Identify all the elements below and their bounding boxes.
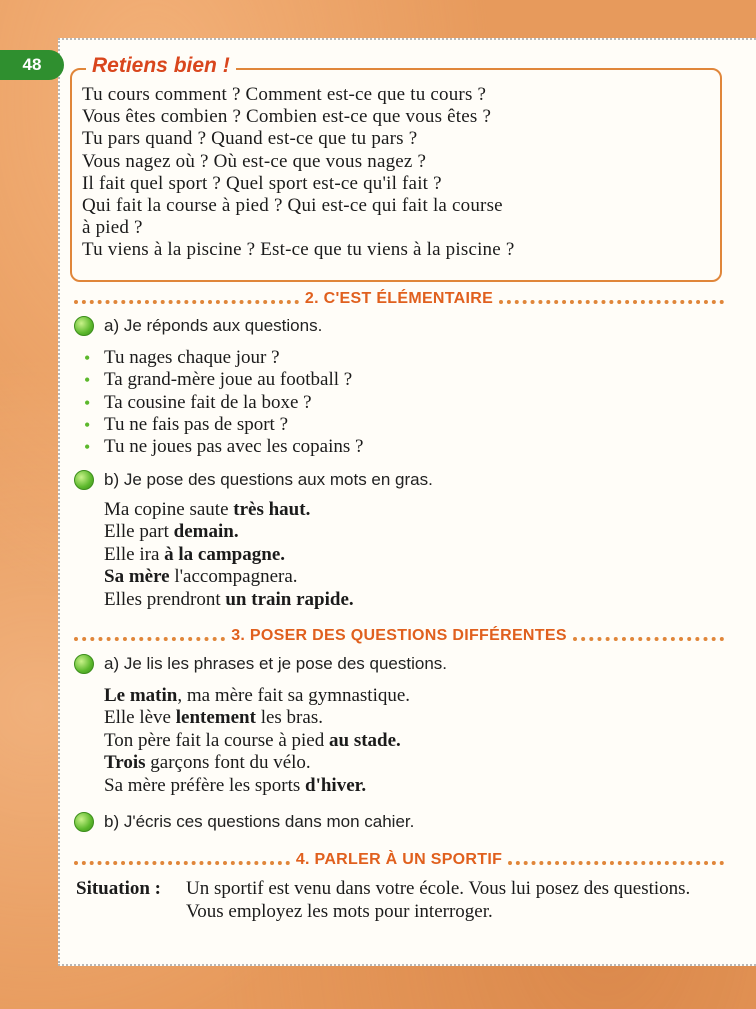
sentence: Elle lève lentement les bras. (104, 707, 323, 729)
section-3b-instruction (74, 812, 414, 832)
retiens-line: Vous êtes combien ? Combien est-ce que vous êtes ? (82, 106, 492, 128)
bold-word: lentement (175, 707, 256, 729)
sentence: Elle part demain. (104, 521, 239, 543)
bold-word: au stade. (329, 729, 401, 751)
bold-word: Sa mère (104, 566, 170, 588)
list-item-text: Ta cousine fait de la boxe ? (104, 391, 312, 413)
retiens-title: Retiens bien ! (86, 54, 236, 78)
retiens-line: Vous nagez où ? Où est-ce que vous nagez ? (82, 150, 427, 172)
green-ball-icon (74, 812, 94, 832)
section-2-title: 2. C'EST ÉLÉMENTAIRE (304, 290, 494, 307)
bold-word: un train rapide. (225, 588, 354, 610)
instruction-text: b) J'écris ces questions dans mon cahier. (104, 812, 415, 831)
retiens-line: Qui fait la course à pied ? Qui est-ce qui fait la course (82, 195, 503, 217)
bold-word: Trois (104, 752, 146, 774)
sentence: Ma copine saute très haut. (104, 499, 311, 520)
retiens-line: Il fait quel sport ? Quel sport est-ce qu'il fait ? (82, 172, 442, 194)
sentence: Elle ira à la campagne. (104, 543, 285, 565)
dotted-divider (74, 637, 225, 641)
sentence: Elles prendront un train rapide. (104, 588, 354, 610)
dotted-divider (573, 637, 724, 641)
retiens-line: Tu pars quand ? Quand est-ce que tu pars ? (82, 128, 418, 150)
bullet-icon: • (84, 414, 91, 435)
list-item-text: Ta grand-mère joue au football ? (104, 369, 353, 391)
list-item (84, 392, 363, 414)
instruction-text: b) Je pose des questions aux mots en gras. (104, 470, 433, 489)
situation (76, 878, 716, 923)
retiens-line: Tu cours comment ? Comment est-ce que tu cours ? (82, 84, 487, 105)
green-ball-icon (74, 316, 94, 336)
bold-word: demain. (173, 521, 239, 543)
situation-text: Un sportif est venu dans votre école. Vous lui posez des questions. Vous employez les mots pour interroger. (186, 878, 691, 922)
section-2-header (74, 287, 724, 311)
sentence: Ton père fait la course à pied au stade. (104, 729, 401, 751)
bullet-icon: • (84, 370, 91, 391)
section-2b-sentences (104, 499, 354, 611)
green-ball-icon (74, 470, 94, 490)
bullet-icon: • (84, 348, 91, 368)
list-item (84, 369, 363, 391)
sentence: Sa mère préfère les sports d'hiver. (104, 774, 367, 796)
bold-word: d'hiver. (305, 774, 367, 796)
bullet-icon: • (84, 392, 91, 413)
sentence: Trois garçons font du vélo. (104, 752, 311, 774)
dotted-divider (74, 861, 290, 865)
bold-word: Le matin (104, 685, 178, 706)
list-item (84, 436, 363, 458)
bold-word: à la campagne. (164, 543, 285, 565)
section-3a-instruction (74, 654, 447, 674)
retiens-line: Tu viens à la piscine ? Est-ce que tu viens à la piscine ? (82, 239, 515, 261)
section-2a-list (84, 347, 363, 458)
retiens-lines (82, 84, 712, 262)
instruction-text: a) Je lis les phrases et je pose des questions. (104, 654, 448, 673)
sentence: Le matin, ma mère fait sa gymnastique. (104, 685, 411, 706)
section-4-header (74, 848, 724, 872)
section-3-header (74, 624, 724, 648)
dotted-divider (74, 300, 299, 304)
bullet-icon: • (84, 437, 91, 458)
list-item (84, 414, 363, 436)
bold-word: très haut. (233, 499, 311, 520)
list-item (84, 347, 363, 369)
section-3a-sentences (104, 685, 410, 797)
section-2a-instruction (74, 316, 322, 336)
instruction-text: a) Je réponds aux questions. (104, 316, 323, 335)
list-item-text: Tu ne joues pas avec les copains ? (104, 436, 364, 458)
section-4-title: 4. PARLER À UN SPORTIF (295, 851, 503, 868)
retiens-line: à pied ? (82, 217, 143, 239)
green-ball-icon (74, 654, 94, 674)
situation-label: Situation : (76, 878, 161, 899)
list-item-text: Tu nages chaque jour ? (104, 347, 280, 368)
section-3-title: 3. POSER DES QUESTIONS DIFFÉRENTES (231, 627, 567, 644)
section-2b-instruction (74, 470, 433, 490)
page-number: 48 (0, 50, 64, 80)
list-item-text: Tu ne fais pas de sport ? (104, 413, 288, 435)
dotted-divider (508, 861, 724, 865)
sentence: Sa mère l'accompagnera. (104, 566, 298, 588)
dotted-divider (499, 300, 724, 304)
